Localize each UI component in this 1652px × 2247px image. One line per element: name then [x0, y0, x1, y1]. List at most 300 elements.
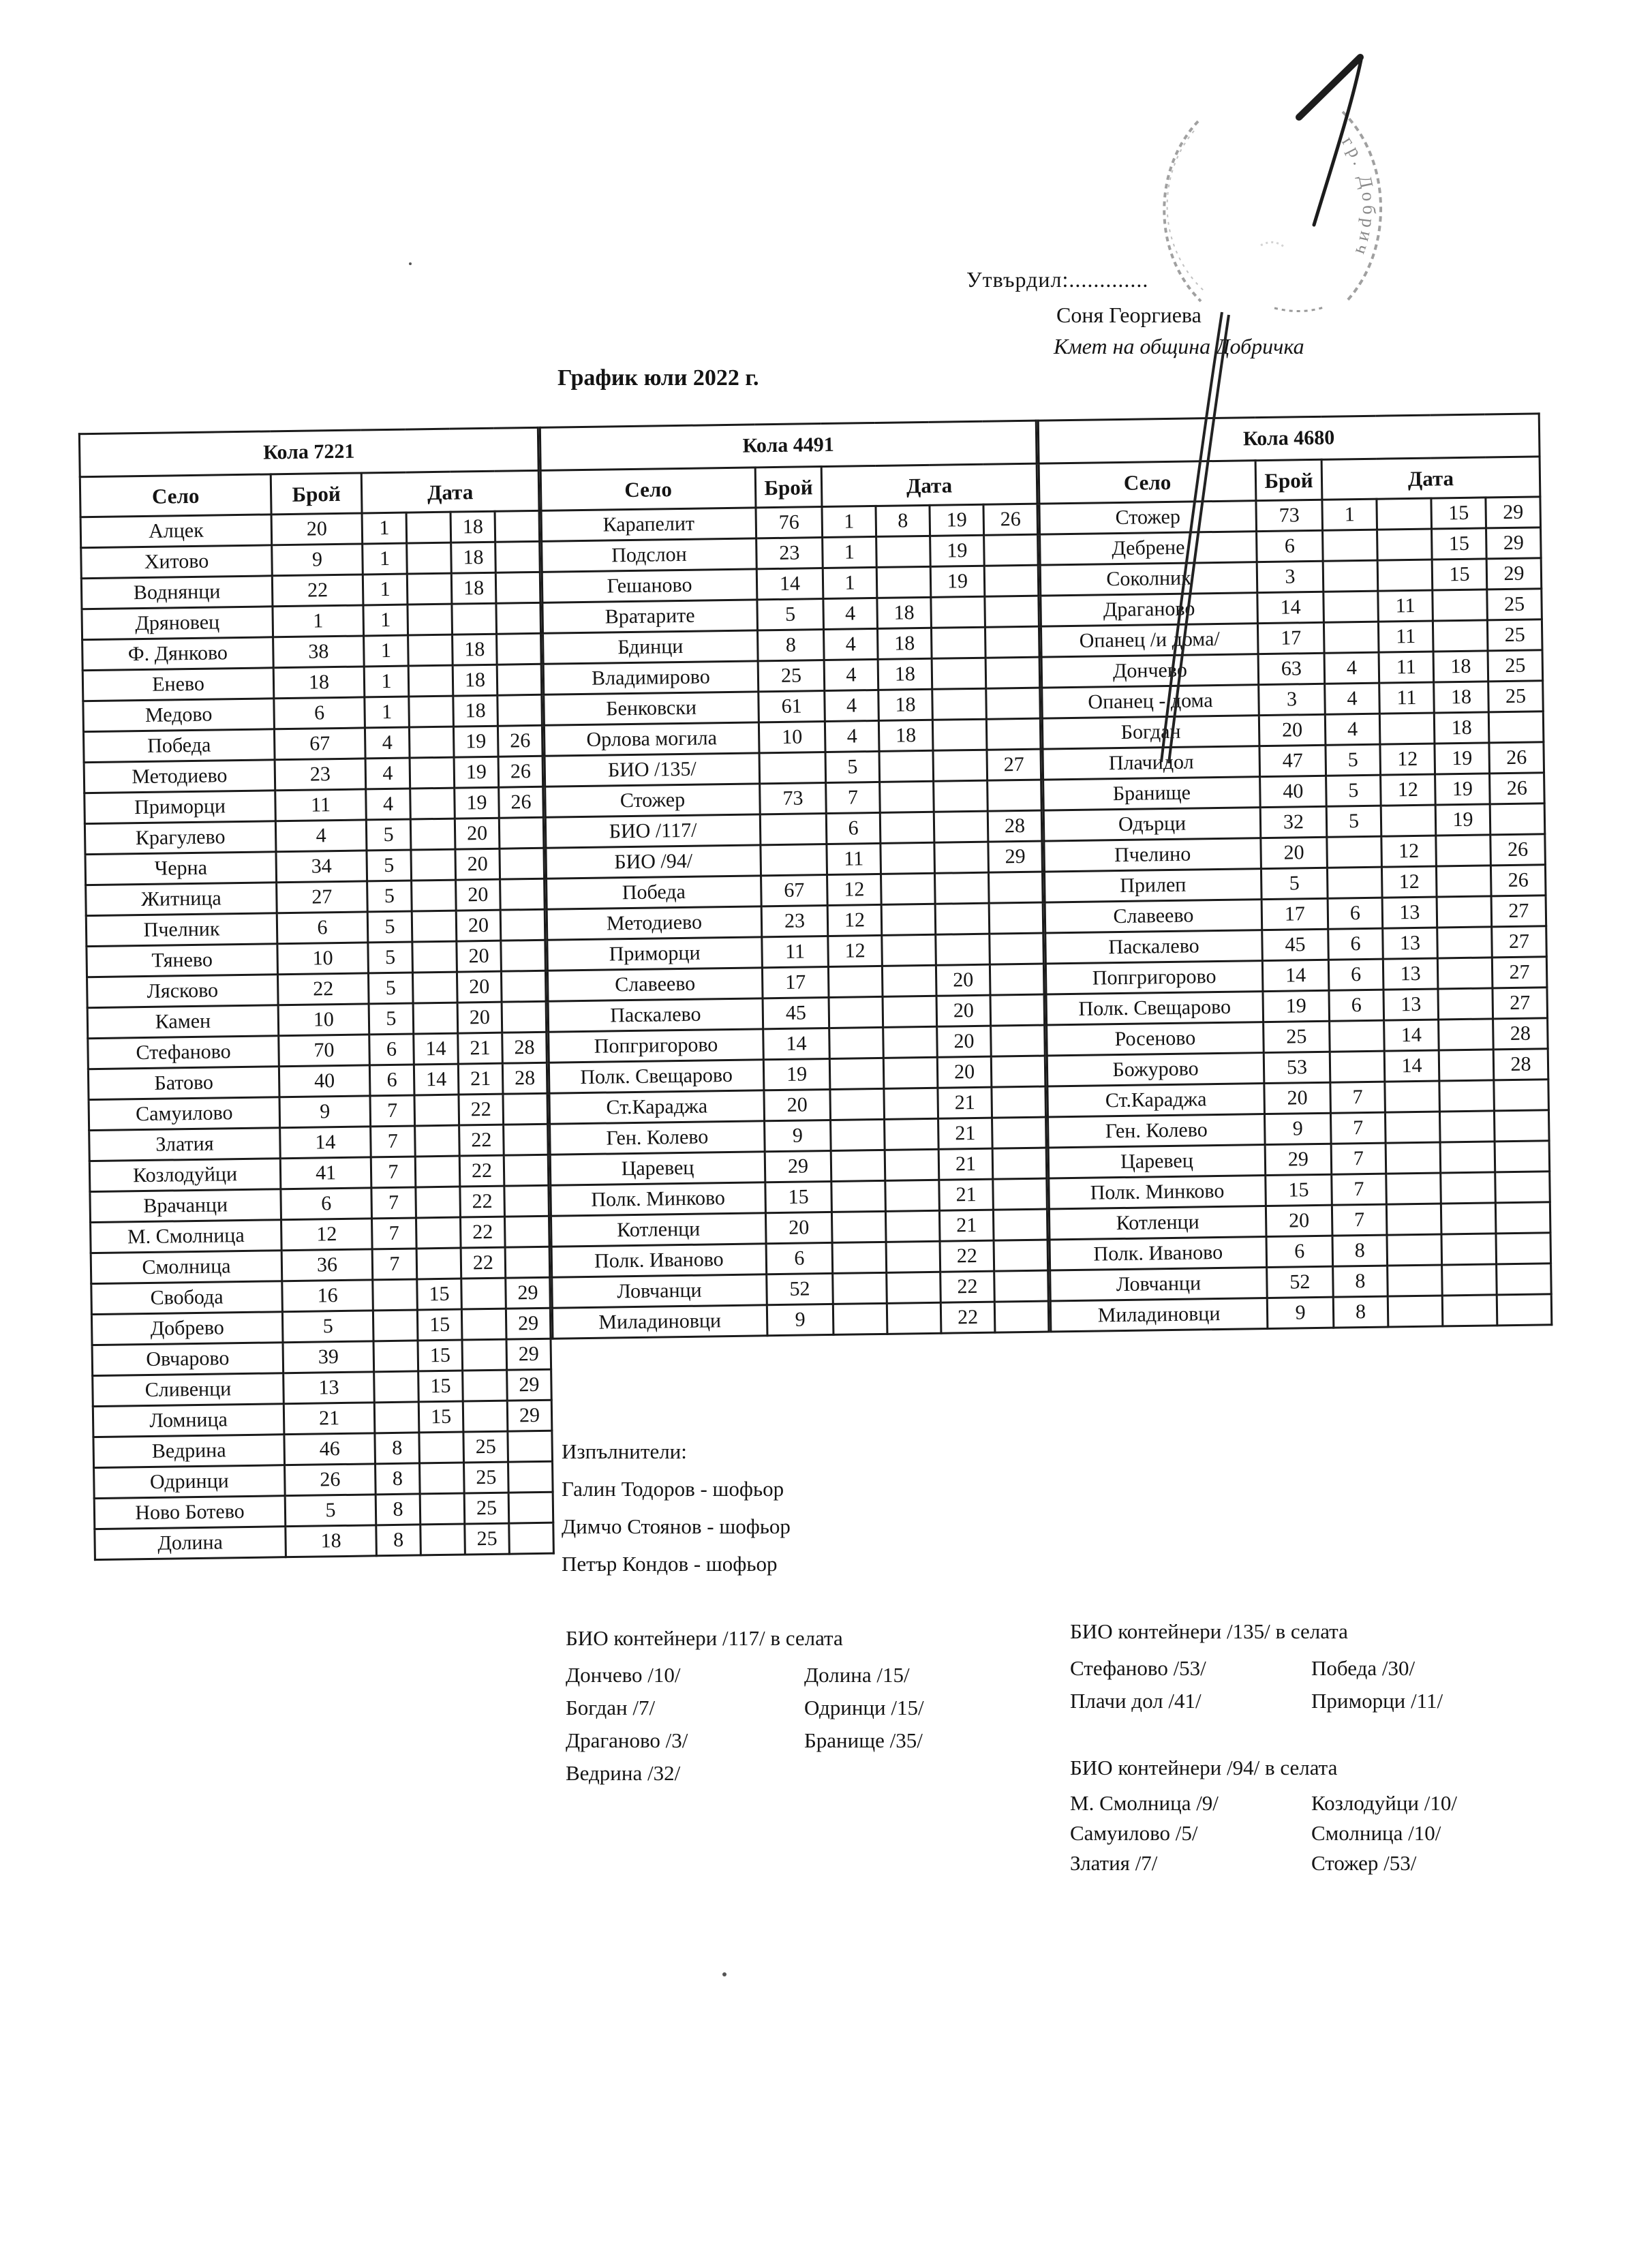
date-cell — [1494, 1110, 1549, 1142]
count-cell: 16 — [282, 1280, 373, 1312]
date-cell: 20 — [936, 964, 990, 996]
table-row — [95, 1523, 554, 1559]
date-cell: 8 — [1333, 1266, 1388, 1297]
village-cell: Крагулево — [85, 821, 276, 855]
date-cell: 21 — [939, 1179, 994, 1210]
count-cell: 46 — [284, 1433, 376, 1465]
date-cell — [876, 566, 931, 598]
date-cell: 7 — [1331, 1143, 1386, 1174]
date-cell — [410, 757, 455, 789]
date-cell: 4 — [365, 758, 410, 789]
count-cell: 73 — [1256, 500, 1323, 531]
date-cell — [501, 940, 546, 971]
date-cell — [884, 1088, 938, 1119]
count-cell: 41 — [280, 1157, 371, 1189]
date-cell: 26 — [983, 504, 1038, 535]
date-cell: 7 — [1332, 1174, 1387, 1205]
count-cell: 61 — [759, 691, 825, 722]
date-cell — [1388, 1265, 1443, 1296]
count-cell: 36 — [281, 1249, 373, 1281]
bio-village-entry: Козлодуйци /10/ — [1311, 1791, 1457, 1815]
bio-village-entry: Самуилово /5/ — [1070, 1821, 1198, 1845]
executors-heading: Изпълнители: — [562, 1439, 687, 1463]
date-cell: 19 — [1435, 743, 1490, 774]
date-cell — [1379, 713, 1435, 744]
date-cell — [416, 1187, 461, 1218]
bio-village-entry: Долина /15/ — [804, 1663, 910, 1687]
date-cell — [984, 565, 1039, 596]
date-cell: 4 — [823, 628, 878, 660]
date-cell: 15 — [1431, 498, 1486, 529]
bio-117-column-2 — [804, 1663, 924, 1761]
date-cell: 29 — [988, 841, 1043, 872]
bio-village-entry: Драганово /3/ — [566, 1728, 688, 1752]
date-cell: 20 — [936, 995, 991, 1026]
village-cell: Свобода — [91, 1281, 283, 1315]
count-cell: 6 — [766, 1242, 833, 1274]
village-cell: Божурово — [1047, 1053, 1264, 1086]
date-cell — [497, 633, 542, 664]
date-cell — [829, 1027, 884, 1058]
date-cell: 18 — [451, 542, 496, 573]
date-cell — [504, 1155, 549, 1186]
date-cell — [504, 1185, 549, 1217]
count-cell: 45 — [763, 997, 829, 1028]
count-cell: 13 — [284, 1372, 375, 1404]
date-cell: 1 — [363, 605, 408, 636]
date-cell — [1385, 1112, 1440, 1143]
count-cell: 27 — [277, 881, 368, 913]
date-cell — [408, 604, 453, 635]
village-cell: Одърци — [1043, 808, 1261, 841]
count-cell: 18 — [273, 667, 365, 699]
vehicle-table-7221 — [78, 427, 555, 1561]
date-cell — [992, 1086, 1046, 1118]
date-cell: 26 — [1490, 865, 1546, 896]
date-cell — [887, 1302, 941, 1334]
date-cell: 15 — [418, 1401, 463, 1433]
village-cell: Одринци — [94, 1465, 286, 1499]
count-cell: 10 — [759, 722, 825, 753]
village-cell: Воднянци — [81, 576, 273, 609]
count-cell: 40 — [279, 1065, 370, 1097]
col-header-count: Брой — [271, 473, 362, 515]
date-cell — [990, 994, 1045, 1026]
count-cell — [759, 752, 826, 784]
count-cell: 52 — [767, 1273, 833, 1304]
date-cell: 25 — [1487, 589, 1542, 620]
date-cell — [932, 719, 987, 750]
date-cell — [887, 1272, 941, 1303]
date-cell: 18 — [1434, 712, 1489, 744]
date-cell: 7 — [371, 1157, 416, 1188]
village-cell: Дебрене — [1040, 532, 1257, 565]
village-cell: Тянево — [87, 944, 278, 977]
village-cell: БИО /117/ — [545, 814, 761, 848]
date-cell: 22 — [459, 1094, 504, 1125]
date-cell — [495, 541, 540, 572]
village-cell: Вратарите — [542, 600, 758, 633]
date-cell: 20 — [457, 1002, 502, 1033]
date-cell: 6 — [1328, 898, 1383, 929]
date-cell: 14 — [1384, 1020, 1439, 1051]
date-cell: 20 — [456, 879, 501, 911]
date-cell — [1330, 1051, 1385, 1082]
date-cell: 5 — [825, 751, 880, 782]
village-cell: Дряновец — [82, 607, 273, 640]
bio-village-entry: Стефаново /53/ — [1070, 1656, 1206, 1680]
count-cell: 20 — [271, 513, 363, 545]
date-cell — [885, 1180, 940, 1211]
count-cell: 38 — [273, 636, 365, 668]
village-cell: Пчелино — [1044, 838, 1261, 872]
date-cell: 8 — [376, 1463, 420, 1495]
date-cell: 4 — [823, 598, 878, 629]
date-cell — [1436, 866, 1491, 897]
date-cell: 13 — [1383, 958, 1438, 990]
village-cell: БИО /94/ — [546, 845, 761, 878]
date-cell: 22 — [459, 1125, 504, 1156]
date-cell: 27 — [987, 749, 1041, 780]
bio-94-column-2 — [1311, 1791, 1457, 1881]
date-cell — [831, 1211, 886, 1242]
village-cell: Царевец — [1048, 1145, 1266, 1178]
date-cell: 20 — [455, 849, 500, 880]
date-cell — [932, 658, 986, 689]
date-cell: 12 — [827, 874, 882, 905]
date-cell: 7 — [371, 1218, 416, 1249]
date-cell: 7 — [371, 1126, 416, 1157]
date-cell: 25 — [463, 1431, 508, 1463]
village-cell: Стефаново — [88, 1036, 279, 1069]
date-cell — [882, 965, 936, 996]
date-cell: 8 — [1333, 1296, 1388, 1328]
village-cell: Златия — [89, 1128, 281, 1161]
bio-94-column-1 — [1070, 1791, 1219, 1881]
stamp-left-inner-arc — [1167, 131, 1205, 292]
date-cell — [500, 878, 545, 910]
count-cell: 20 — [1264, 1082, 1331, 1114]
date-cell — [1327, 867, 1382, 898]
village-cell: Стожер — [545, 784, 761, 817]
date-cell — [413, 1003, 458, 1034]
village-cell: Победа — [83, 729, 275, 763]
date-cell: 20 — [937, 1026, 992, 1057]
date-cell — [497, 664, 542, 695]
count-cell: 70 — [279, 1035, 370, 1067]
table-row — [1050, 1294, 1552, 1332]
date-cell: 8 — [1332, 1235, 1388, 1266]
village-cell: Стожер — [1039, 501, 1257, 534]
col-header-date: Дата — [821, 463, 1037, 506]
village-cell: Карапелит — [541, 508, 756, 541]
date-cell — [1437, 958, 1493, 989]
date-cell — [986, 718, 1041, 750]
count-cell: 21 — [284, 1403, 375, 1435]
date-cell: 20 — [457, 971, 502, 1003]
date-cell: 1 — [1322, 499, 1377, 530]
date-cell: 8 — [376, 1525, 421, 1556]
document-title: График юли 2022 г. — [557, 365, 759, 391]
village-cell: Лясково — [87, 975, 279, 1008]
date-cell: 13 — [1382, 897, 1437, 928]
village-cell: Полк. Минково — [1049, 1176, 1266, 1209]
date-cell: 11 — [827, 843, 881, 874]
date-cell — [1377, 560, 1433, 591]
date-cell: 25 — [464, 1462, 509, 1493]
date-cell: 18 — [453, 664, 498, 696]
date-cell — [407, 573, 452, 605]
village-cell: Победа — [547, 876, 762, 909]
count-cell: 20 — [764, 1089, 831, 1120]
village-cell: Опанец - дома — [1042, 685, 1259, 718]
date-cell: 26 — [499, 786, 544, 818]
village-cell: Ведрина — [93, 1435, 285, 1468]
bio-village-entry: Дончево /10/ — [566, 1663, 681, 1687]
date-cell: 21 — [939, 1210, 994, 1241]
bio-village-entry: Приморци /11/ — [1311, 1689, 1443, 1713]
date-cell: 15 — [418, 1371, 463, 1402]
date-cell — [881, 842, 935, 874]
village-cell: Полк. Минково — [551, 1182, 766, 1216]
date-cell — [880, 781, 934, 812]
date-cell — [373, 1341, 418, 1372]
village-cell: Приморци — [547, 937, 763, 970]
col-header-date: Дата — [361, 470, 539, 513]
date-cell: 7 — [370, 1095, 415, 1127]
date-cell — [1441, 1234, 1497, 1265]
date-cell — [885, 1149, 939, 1180]
count-cell: 6 — [277, 912, 368, 944]
count-cell: 67 — [274, 728, 365, 760]
stamp-left-arc — [1164, 121, 1201, 301]
date-cell: 14 — [1384, 1050, 1439, 1082]
date-cell: 4 — [824, 659, 878, 690]
date-cell — [989, 902, 1043, 934]
date-cell — [463, 1401, 508, 1432]
date-cell — [408, 665, 453, 697]
count-cell: 22 — [277, 973, 369, 1005]
bio-village-entry: Златия /7/ — [1070, 1851, 1158, 1875]
date-cell — [501, 970, 546, 1002]
date-cell — [462, 1339, 507, 1371]
date-cell: 6 — [369, 1034, 414, 1065]
village-cell: Бранище — [1043, 777, 1261, 810]
date-cell — [412, 941, 457, 973]
village-cell: Самуилово — [89, 1097, 280, 1131]
date-cell: 21 — [938, 1148, 993, 1180]
village-cell: Богдан — [1042, 716, 1259, 749]
date-cell — [1441, 1203, 1496, 1234]
date-cell: 15 — [417, 1309, 462, 1341]
date-cell: 19 — [453, 726, 498, 757]
date-cell — [461, 1309, 506, 1340]
date-cell: 21 — [938, 1118, 993, 1149]
date-cell — [411, 849, 456, 881]
village-cell: Смолница — [91, 1251, 282, 1284]
date-cell: 5 — [367, 911, 412, 943]
village-cell: Миладиновци — [552, 1305, 767, 1339]
date-cell: 28 — [1493, 1018, 1548, 1050]
date-cell — [990, 964, 1044, 995]
date-cell — [993, 1209, 1047, 1240]
date-cell — [495, 510, 540, 542]
date-cell: 15 — [418, 1340, 463, 1371]
schedule-tables — [78, 412, 1556, 1561]
col-header-count: Брой — [755, 467, 822, 508]
col-header-date: Дата — [1321, 457, 1540, 500]
date-cell: 4 — [365, 727, 410, 759]
executors-section — [562, 1433, 791, 1583]
stamp-noise — [1261, 242, 1284, 247]
date-cell — [1438, 988, 1493, 1020]
date-cell: 18 — [453, 634, 498, 665]
date-cell: 8 — [876, 505, 930, 536]
count-cell: 9 — [765, 1120, 831, 1151]
date-cell — [933, 750, 988, 781]
count-cell: 9 — [767, 1304, 833, 1335]
count-cell: 76 — [756, 507, 823, 538]
date-cell: 5 — [368, 973, 413, 1004]
date-cell — [406, 512, 451, 543]
count-cell: 15 — [765, 1181, 832, 1212]
date-cell — [410, 788, 455, 819]
date-cell: 5 — [1326, 775, 1381, 806]
village-cell: Енево — [82, 668, 274, 701]
date-cell: 11 — [1379, 652, 1434, 683]
date-cell: 4 — [1325, 714, 1380, 745]
date-cell — [881, 873, 936, 904]
date-cell — [420, 1524, 465, 1555]
date-cell — [1437, 927, 1493, 958]
date-cell — [1441, 1172, 1496, 1204]
date-cell — [373, 1279, 418, 1311]
date-cell — [412, 880, 457, 911]
village-cell: Гешаново — [542, 569, 757, 602]
date-cell: 20 — [937, 1056, 992, 1088]
date-cell: 19 — [455, 787, 500, 819]
count-cell: 29 — [1265, 1144, 1332, 1175]
date-cell: 25 — [1487, 620, 1542, 651]
executors-list — [562, 1470, 791, 1583]
date-cell: 12 — [1381, 836, 1437, 867]
date-cell — [880, 812, 934, 843]
count-cell: 11 — [275, 789, 367, 821]
date-cell: 22 — [940, 1302, 995, 1333]
date-cell: 18 — [453, 695, 498, 727]
count-cell: 20 — [1266, 1205, 1332, 1236]
village-cell: Ф. Дянково — [82, 637, 274, 671]
count-cell: 14 — [1262, 960, 1329, 991]
date-cell — [504, 1216, 549, 1247]
village-cell: Житница — [86, 883, 277, 916]
count-cell: 23 — [761, 905, 828, 936]
date-cell: 1 — [363, 574, 408, 605]
date-cell — [985, 657, 1040, 688]
date-cell — [496, 602, 541, 634]
date-cell: 5 — [369, 1003, 414, 1035]
date-cell — [1437, 896, 1492, 928]
date-cell: 18 — [877, 597, 932, 628]
date-cell — [374, 1402, 419, 1433]
date-cell: 19 — [930, 566, 985, 597]
date-cell — [885, 1118, 939, 1150]
date-cell: 12 — [1380, 744, 1435, 775]
count-cell: 67 — [761, 875, 828, 906]
date-cell — [1387, 1234, 1442, 1266]
date-cell — [1495, 1172, 1550, 1203]
date-cell — [876, 536, 931, 567]
date-cell — [419, 1432, 464, 1463]
count-cell: 19 — [1263, 990, 1330, 1022]
date-cell: 21 — [458, 1033, 503, 1064]
date-cell — [503, 1093, 548, 1125]
bio-117-column-1 — [566, 1663, 688, 1794]
village-cell: Соколник — [1040, 562, 1257, 596]
count-cell: 5 — [285, 1495, 376, 1527]
village-cell: Попгригорово — [549, 1029, 764, 1063]
date-cell — [415, 1125, 460, 1157]
table-title: Кола 4491 — [540, 421, 1037, 470]
date-cell: 29 — [507, 1400, 552, 1431]
date-cell: 18 — [877, 628, 932, 659]
count-cell: 18 — [286, 1525, 377, 1557]
date-cell: 12 — [1381, 866, 1437, 898]
count-cell: 10 — [278, 1004, 369, 1036]
count-cell: 52 — [1267, 1266, 1334, 1298]
village-cell: Долина — [95, 1527, 286, 1560]
date-cell: 7 — [371, 1187, 416, 1219]
date-cell — [1386, 1142, 1441, 1174]
date-cell — [508, 1492, 553, 1523]
village-cell: Славеево — [1045, 900, 1262, 933]
village-cell: Полк. Свещарово — [549, 1060, 764, 1093]
date-cell — [1324, 591, 1379, 622]
date-cell: 15 — [417, 1279, 462, 1310]
count-cell: 14 — [763, 1028, 830, 1059]
bio-117-heading: БИО контейнери /117/ в селата — [566, 1626, 843, 1650]
date-cell — [1488, 712, 1544, 743]
count-cell: 4 — [275, 820, 367, 852]
date-cell: 5 — [367, 881, 412, 912]
count-cell: 17 — [1261, 898, 1328, 930]
date-cell: 18 — [878, 720, 933, 751]
date-cell: 29 — [506, 1277, 551, 1309]
date-cell: 11 — [1378, 621, 1433, 652]
scan-speck — [722, 1972, 726, 1976]
date-cell: 1 — [363, 543, 408, 575]
date-cell: 1 — [823, 567, 877, 598]
date-cell: 29 — [507, 1369, 552, 1401]
count-cell: 25 — [758, 660, 825, 692]
date-cell — [1377, 529, 1433, 560]
date-cell: 21 — [938, 1087, 992, 1118]
count-cell: 6 — [1257, 530, 1324, 562]
village-cell: БИО /135/ — [545, 753, 760, 786]
date-cell: 27 — [1492, 957, 1547, 988]
village-cell: Ген. Колево — [550, 1121, 765, 1155]
date-cell — [1497, 1294, 1552, 1326]
date-cell: 26 — [1490, 834, 1546, 866]
count-cell: 15 — [1266, 1174, 1332, 1206]
date-cell: 6 — [826, 812, 881, 844]
date-cell: 1 — [823, 536, 877, 568]
date-cell — [1436, 835, 1491, 866]
count-cell: 20 — [1261, 837, 1328, 868]
bio-village-entry: Победа /30/ — [1311, 1656, 1416, 1680]
date-cell: 25 — [465, 1523, 510, 1555]
table-title: Кола 7221 — [79, 427, 538, 476]
